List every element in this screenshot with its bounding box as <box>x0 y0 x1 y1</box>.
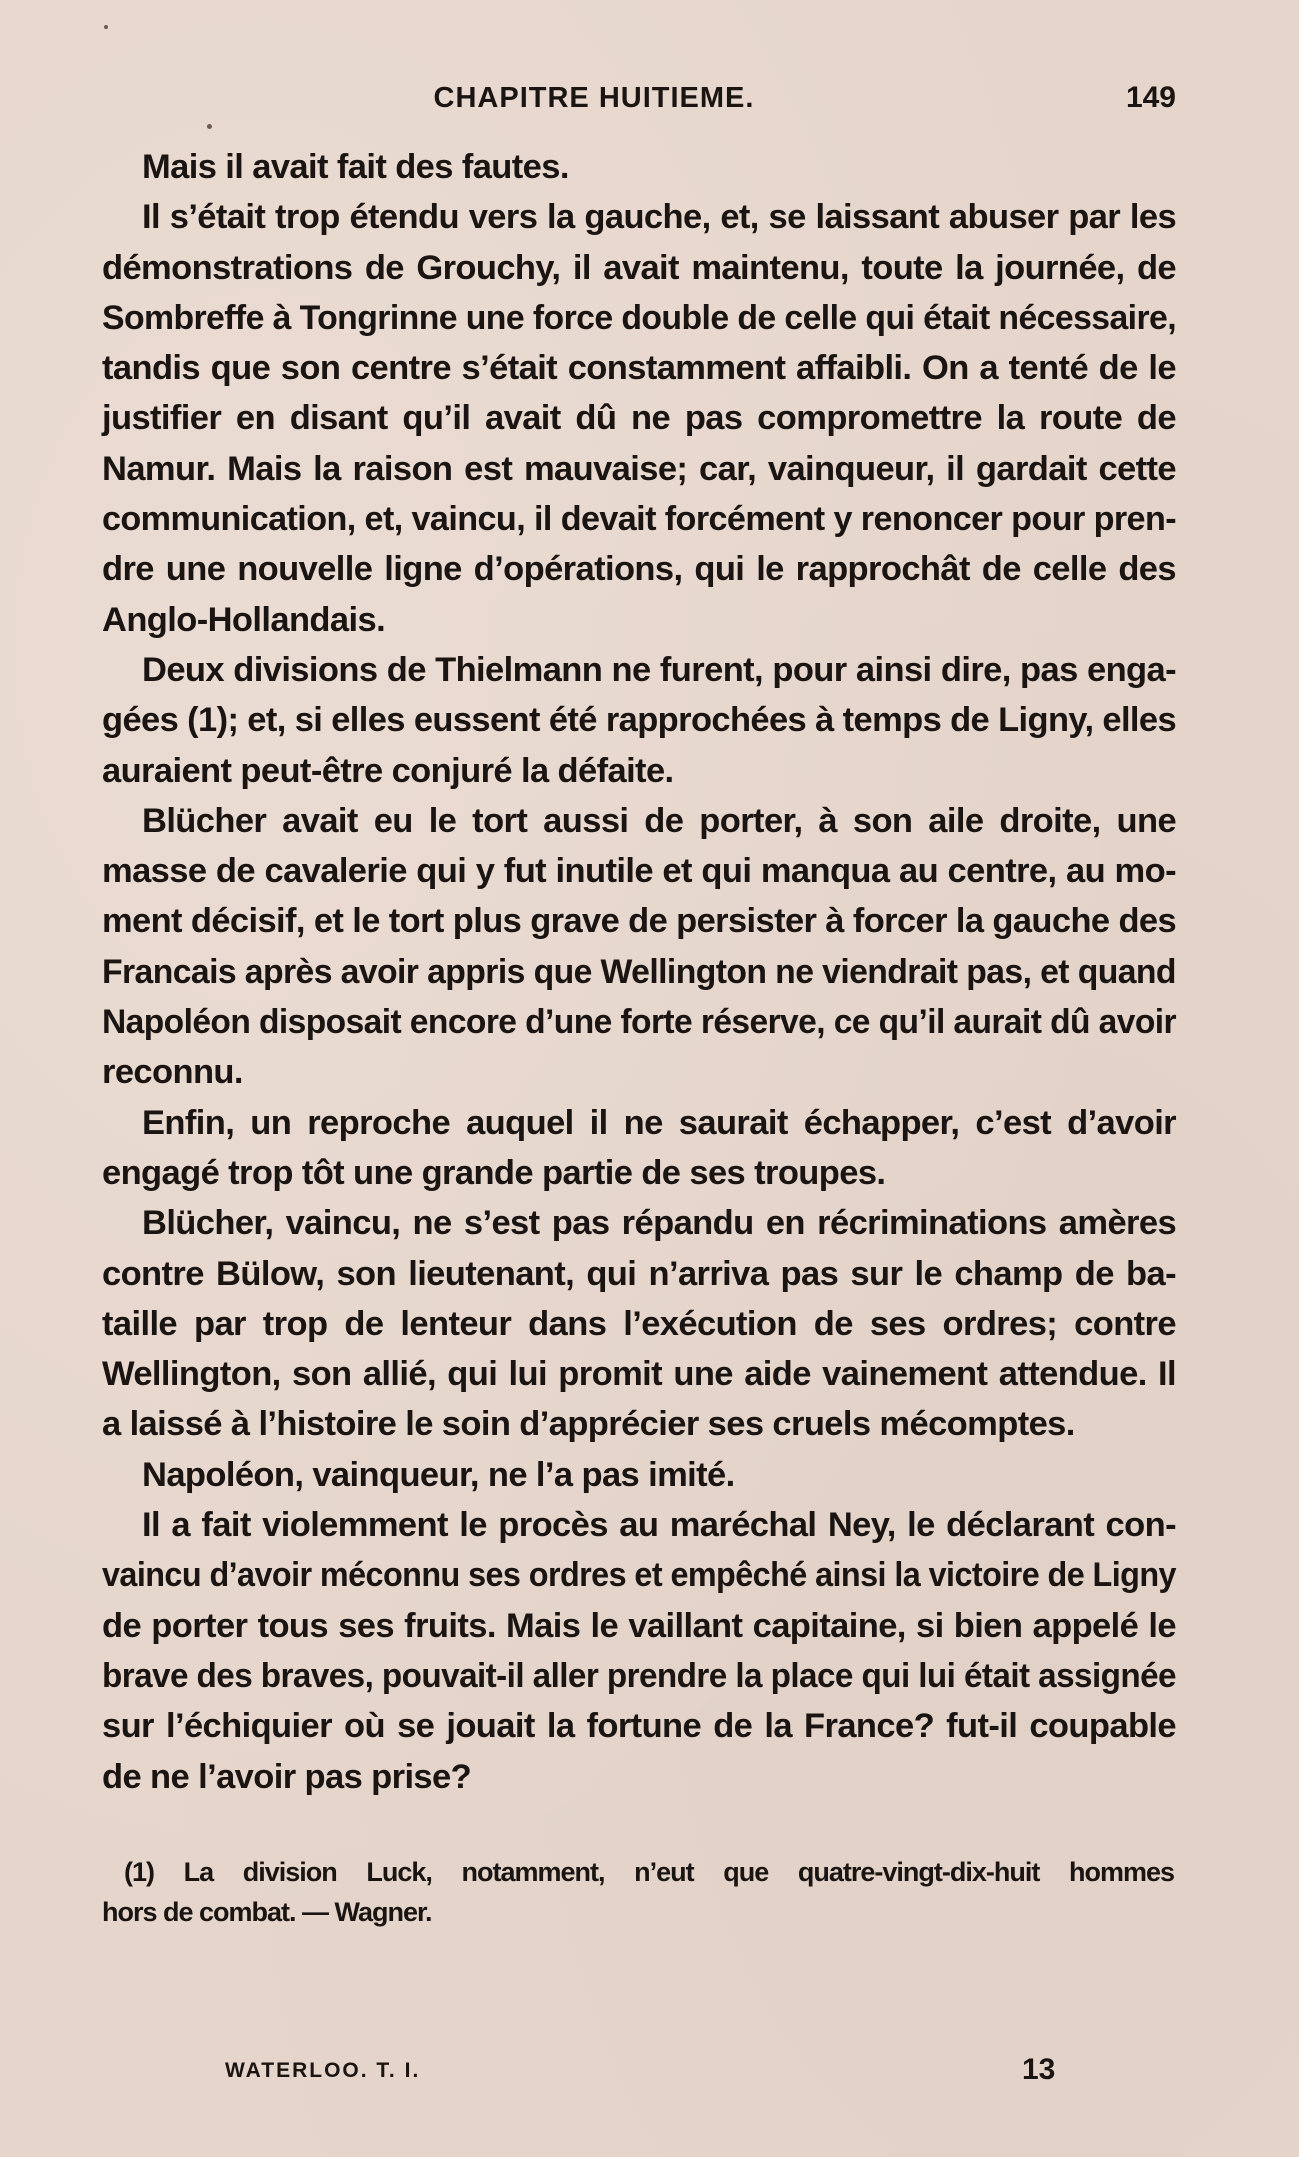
text-line-content: contre Bülow, son lieutenant, qui n’arriva pas sur le champ de ba- <box>102 1254 1176 1293</box>
text-line-content: Namur. Mais la raison est mauvaise; car, vainqueur, il gardait cette <box>102 449 1177 488</box>
footnote-line <box>102 1852 1174 1892</box>
text-line <box>102 1198 1176 1248</box>
footnote-line-content: hors de combat. — Wagner. <box>102 1896 432 1927</box>
text-line-content: Il s’était trop étendu vers la gauche, et, se laissant abuser par les <box>142 198 1177 237</box>
text-line <box>102 142 1176 192</box>
text-line-content: Napoléon, vainqueur, ne l’a pas imité. <box>142 1455 735 1494</box>
text-line <box>102 947 1176 997</box>
text-line <box>102 1601 1176 1651</box>
text-line <box>102 796 1176 846</box>
paper-speck <box>104 25 108 29</box>
text-line-content: ment décisif, et le tort plus grave de persister à forcer la gauche des <box>102 902 1177 941</box>
text-line-content: Blücher, vaincu, ne s’est pas répandu en récriminations amères <box>142 1204 1177 1243</box>
footnote-line <box>102 1892 1174 1932</box>
bottom-line <box>102 2052 1176 2096</box>
text-line-content: brave des braves, pouvait-il aller prendre la place qui lui était assignée <box>102 1656 1176 1695</box>
text-line-content: justifier en disant qu’il avait dû ne pas compromettre la route de <box>102 399 1176 438</box>
paragraph <box>102 1500 1176 1802</box>
paragraph <box>102 796 1176 1098</box>
text-line-content: dre une nouvelle ligne d’opérations, qui le rapprochât de celle des <box>102 550 1176 589</box>
text-line-content: a laissé à l’histoire le soin d’apprécier ses cruels mécomptes. <box>102 1405 1075 1444</box>
paragraph <box>102 142 1176 192</box>
text-line <box>102 746 1176 796</box>
text-line <box>102 1148 1176 1198</box>
text-line <box>102 645 1176 695</box>
text-line-content: Enfin, un reproche auquel il ne saurait échapper, c’est d’avoir <box>142 1103 1177 1142</box>
text-line <box>102 1500 1176 1550</box>
text-line <box>102 192 1176 242</box>
text-line-content: Anglo-Hollandais. <box>102 600 386 639</box>
text-line <box>102 293 1176 343</box>
text-line <box>102 997 1176 1047</box>
text-line-content: démonstrations de Grouchy, il avait maintenu, toute la journée, de <box>102 248 1177 287</box>
text-line-content: tandis que son centre s’était constamment affaibli. On a tenté de le <box>102 349 1176 388</box>
text-line <box>102 896 1176 946</box>
text-line-content: Francais après avoir appris que Wellington ne viendrait pas, et quand <box>102 952 1176 991</box>
text-line <box>102 1349 1176 1399</box>
text-line-content: Deux divisions de Thielmann ne furent, pour ainsi dire, pas enga- <box>142 650 1177 689</box>
paragraph <box>102 1450 1176 1500</box>
paragraph <box>102 1098 1176 1199</box>
text-line-content: Blücher avait eu le tort aussi de porter, à son aile droite, une <box>142 801 1177 840</box>
text-line-content: Napoléon disposait encore d’une forte réserve, ce qu’il aurait dû avoir <box>102 1003 1176 1042</box>
signature-mark: WATERLOO. T. I. <box>225 2058 421 2082</box>
text-line-content: vaincu d’avoir méconnu ses ordres et empêché ainsi la victoire de Ligny <box>102 1556 1176 1595</box>
text-line-content: de ne l’avoir pas prise? <box>102 1757 472 1796</box>
signature-number: 13 <box>1022 2052 1056 2086</box>
text-line <box>102 1651 1176 1701</box>
text-line <box>102 343 1176 393</box>
text-line <box>102 595 1176 645</box>
text-line <box>102 1098 1176 1148</box>
text-line <box>102 1550 1176 1600</box>
chapter-title: CHAPITRE HUITIEME. <box>433 82 755 114</box>
text-line-content: gées (1); et, si elles eussent été rapprochées à temps de Ligny, elles <box>102 701 1177 740</box>
text-line-content: auraient peut-être conjuré la défaite. <box>102 751 674 790</box>
text-line <box>102 1299 1176 1349</box>
running-head <box>102 78 1176 128</box>
body-text <box>102 142 1176 1802</box>
text-line-content: Sombreffe à Tongrinne une force double de celle qui était nécessaire, <box>102 298 1177 337</box>
text-line-content: Il a fait violemment le procès au maréchal Ney, le déclarant con- <box>142 1506 1176 1545</box>
footnote-line-content: (1) La division Luck, notamment, n’eut que quatre-vingt-dix-huit hommes <box>124 1856 1175 1887</box>
text-line <box>102 444 1176 494</box>
text-line <box>102 1249 1176 1299</box>
text-line-content: taille par trop de lenteur dans l’exécution de ses ordres; contre <box>102 1304 1176 1343</box>
text-line-content: sur l’échiquier où se jouait la fortune de la France? fut-il coupable <box>102 1707 1176 1746</box>
text-line <box>102 1399 1176 1449</box>
page-number: 149 <box>1125 81 1176 114</box>
text-line-content: Mais il avait fait des fautes. <box>142 148 569 186</box>
text-line <box>102 393 1176 443</box>
text-line <box>102 1701 1176 1751</box>
text-line-content: engagé trop tôt une grande partie de ses troupes. <box>102 1153 886 1192</box>
text-line-content: de porter tous ses fruits. Mais le vaillant capitaine, si bien appelé le <box>102 1606 1176 1645</box>
text-line <box>102 544 1176 594</box>
text-line-content: reconnu. <box>102 1053 243 1092</box>
text-line <box>102 243 1176 293</box>
text-line <box>102 846 1176 896</box>
text-line-content: masse de cavalerie qui y fut inutile et qui manqua au centre, au mo- <box>102 852 1176 891</box>
paragraph <box>102 192 1176 645</box>
footnotes <box>102 1852 1174 1932</box>
text-line-content: Wellington, son allié, qui lui promit une aide vainement attendue. Il <box>102 1355 1176 1394</box>
text-line <box>102 1752 1176 1802</box>
paragraph <box>102 1198 1176 1449</box>
text-line <box>102 1450 1176 1500</box>
text-line <box>102 494 1176 544</box>
footnote <box>102 1852 1174 1932</box>
text-line-content: communication, et, vaincu, il devait forcément y renoncer pour pren- <box>102 500 1177 539</box>
text-line <box>102 1047 1176 1097</box>
text-line <box>102 695 1176 745</box>
paragraph <box>102 645 1176 796</box>
